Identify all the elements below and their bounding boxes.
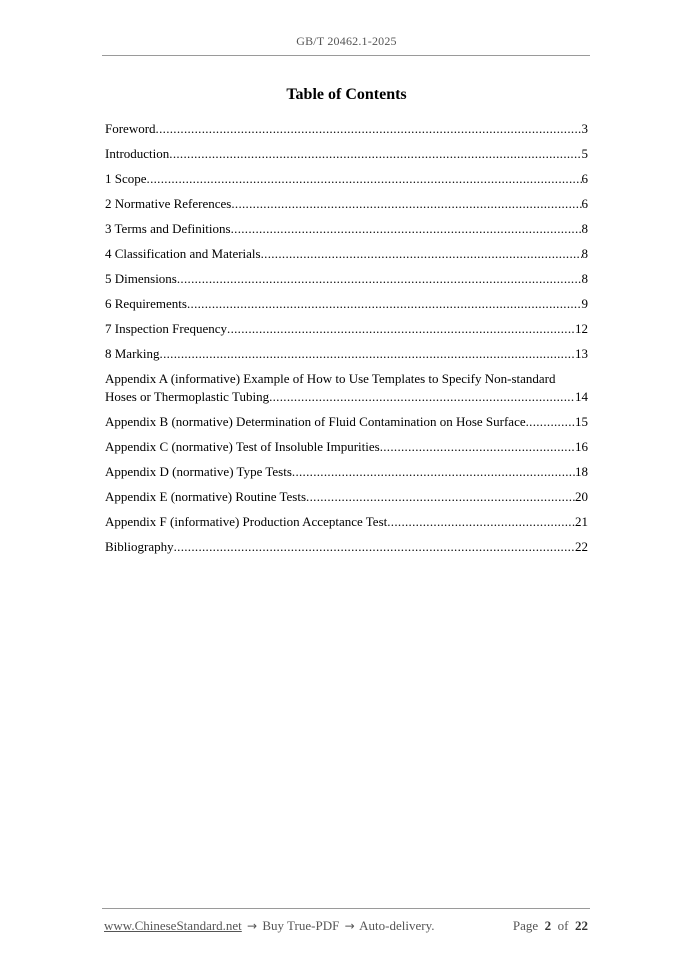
toc-entry-page: 15 bbox=[575, 414, 588, 429]
footer-promo bbox=[104, 918, 435, 934]
toc-entry-scope[interactable] bbox=[105, 170, 588, 195]
toc-entry-title: 8 Marking bbox=[105, 346, 160, 361]
toc-entry-title-line2: Hoses or Thermoplastic Tubing bbox=[105, 389, 270, 404]
toc-entry-classification-and-materials[interactable] bbox=[105, 245, 588, 270]
dot-leader bbox=[526, 413, 575, 431]
toc-entry-title: 3 Terms and Definitions bbox=[105, 221, 231, 236]
dot-leader bbox=[227, 320, 575, 338]
page-number bbox=[513, 918, 588, 934]
toc-entry-marking[interactable] bbox=[105, 345, 588, 370]
right-arrow-icon: → bbox=[247, 919, 258, 933]
toc-entry-foreword[interactable] bbox=[105, 120, 588, 145]
page-label: Page bbox=[512, 918, 539, 933]
toc-entry-page: 6 bbox=[581, 196, 588, 211]
right-arrow-icon: → bbox=[344, 919, 355, 933]
toc-entry-dimensions[interactable] bbox=[105, 270, 588, 295]
dot-leader bbox=[177, 270, 582, 288]
toc-entry-page: 9 bbox=[581, 296, 588, 311]
site-link[interactable]: www.ChineseStandard.net bbox=[104, 918, 242, 933]
toc-entry-page: 22 bbox=[575, 539, 588, 554]
dot-leader bbox=[147, 170, 582, 188]
toc-list bbox=[105, 120, 588, 563]
toc-entry-page: 21 bbox=[575, 514, 588, 529]
toc-entry-page: 12 bbox=[575, 321, 588, 336]
toc-entry-title: 6 Requirements bbox=[105, 296, 187, 311]
toc-entry-appendix-d[interactable] bbox=[105, 463, 588, 488]
dot-leader bbox=[174, 538, 575, 556]
toc-entry-page: 13 bbox=[575, 346, 588, 361]
toc-entry-title: Introduction bbox=[105, 146, 170, 161]
dot-leader bbox=[269, 388, 575, 406]
dot-leader bbox=[156, 120, 582, 138]
toc-entry-appendix-f[interactable] bbox=[105, 513, 588, 538]
toc-title: Table of Contents bbox=[286, 86, 407, 103]
toc-entry-title: Foreword bbox=[105, 121, 156, 136]
toc-entry-title: 2 Normative References bbox=[105, 196, 232, 211]
toc-entry-appendix-e[interactable] bbox=[105, 488, 588, 513]
toc-entry-page: 3 bbox=[581, 121, 588, 136]
toc-entry-title: Bibliography bbox=[105, 539, 174, 554]
dot-leader bbox=[231, 220, 582, 238]
toc-entry-inspection-frequency[interactable] bbox=[105, 320, 588, 345]
dot-leader bbox=[187, 295, 582, 313]
toc-entry-page: 8 bbox=[581, 271, 588, 286]
toc-entry-page: 8 bbox=[581, 246, 588, 261]
dot-leader bbox=[261, 245, 582, 263]
dot-leader bbox=[306, 488, 575, 506]
toc-entry-title: Appendix F (informative) Production Acceptance Test bbox=[105, 514, 388, 529]
buy-text: Buy True-PDF bbox=[262, 918, 340, 933]
toc-entry-title: 5 Dimensions bbox=[105, 271, 177, 286]
toc-entry-appendix-b[interactable] bbox=[105, 413, 588, 438]
toc-entry-page: 20 bbox=[575, 489, 588, 504]
toc-entry-page: 5 bbox=[581, 146, 588, 161]
dot-leader bbox=[387, 513, 575, 531]
dot-leader bbox=[292, 463, 575, 481]
toc-entry-page: 14 bbox=[575, 389, 588, 404]
toc-entry-bibliography[interactable] bbox=[105, 538, 588, 563]
dot-leader bbox=[231, 195, 581, 213]
toc-entry-page: 16 bbox=[575, 439, 588, 454]
footer-divider bbox=[102, 908, 590, 909]
toc-entry-appendix-a[interactable] bbox=[105, 370, 588, 406]
running-header: GB/T 20462.1-2025 bbox=[296, 34, 397, 48]
toc-entry-terms-and-definitions[interactable] bbox=[105, 220, 588, 245]
page-total: 22 bbox=[575, 918, 588, 933]
delivery-text: Auto-delivery. bbox=[359, 918, 435, 933]
toc-entry-appendix-c[interactable] bbox=[105, 438, 588, 463]
toc-entry-page: 8 bbox=[581, 221, 588, 236]
toc-entry-introduction[interactable] bbox=[105, 145, 588, 170]
page-of: of bbox=[557, 918, 569, 933]
toc-entry-line2 bbox=[105, 388, 588, 406]
dot-leader bbox=[169, 145, 581, 163]
toc-entry-title: 7 Inspection Frequency bbox=[105, 321, 228, 336]
toc-entry-title: 4 Classification and Materials bbox=[105, 246, 261, 261]
toc-entry-normative-references[interactable] bbox=[105, 195, 588, 220]
toc-entry-title: Appendix C (normative) Test of Insoluble Impurities bbox=[105, 439, 380, 454]
toc-entry-page: 6 bbox=[581, 171, 588, 186]
toc-entry-title: 1 Scope bbox=[105, 171, 147, 186]
toc-entry-requirements[interactable] bbox=[105, 295, 588, 320]
dot-leader bbox=[380, 438, 575, 456]
dot-leader bbox=[160, 345, 575, 363]
header-divider bbox=[102, 55, 590, 56]
toc-entry-title-line1: Appendix A (informative) Example of How to Use Templates to Specify Non-standard bbox=[105, 371, 556, 386]
toc-entry-title: Appendix E (normative) Routine Tests bbox=[105, 489, 307, 504]
toc-entry-title: Appendix B (normative) Determination of Fluid Contamination on Hose Surface bbox=[105, 414, 526, 429]
toc-entry-page: 18 bbox=[575, 464, 588, 479]
page-current: 2 bbox=[544, 918, 552, 933]
toc-entry-title: Appendix D (normative) Type Tests bbox=[105, 464, 292, 479]
page-footer bbox=[104, 918, 588, 934]
